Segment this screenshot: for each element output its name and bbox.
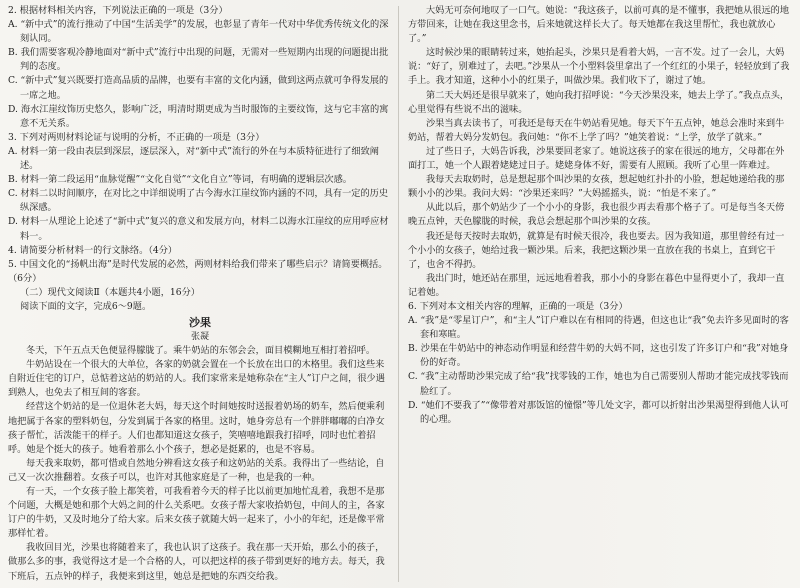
reading-instruction: 阅读下面的文字，完成6～9题。 xyxy=(20,300,152,312)
story-paragraph: 牛奶站设在一个很大的大单位，各家的奶就会置在一个长放在出口的木格里。我们这些来自附近住宅的订户，总惦着这站的奶站的人。我们家常来是她称杂在“主人”订户之间，很少遇到熟人，也免去了相互间的客套。 xyxy=(8,359,385,399)
question-4: 4. 请简要分析材料一的行文脉络。（4分） xyxy=(8,244,178,256)
story-paragraph: 有一天，一个女孩子脸上都笑着，可我看着今天的样子比以前更加地忙乱着，我想不是那个问题，大概是她和那个大妈之间的什么关系吧。女孩子帮大家收拾奶包，中间人的主，各家订户的牛奶，又及时地分了给大家。后来女孩子就随大妈一起来了，小小的年纪，还是像平常那样忙着。 xyxy=(8,486,385,540)
story-title: 沙果 xyxy=(189,316,211,330)
story-author: 张凝 xyxy=(190,332,209,343)
q2-option-d: D. 海水江崖纹饰历史悠久，影响广泛，明清时期更成为当时服饰的主要纹饰，这与它丰富的寓意不无关系。 xyxy=(8,103,389,129)
question-2: 2. 根据材料相关内容，下列说法正确的一项是（3分） xyxy=(8,5,228,16)
left-column xyxy=(8,4,392,584)
story-paragraph: 我还是每天按时去取奶，就算是有时候天很冷，我也要去。因为我知道，那里曾经有过一个小小的女孩子，她给过我一颗沙果。后来，我把这颗沙果一直放在我的书桌上，直到它干了，也舍不得扔。 xyxy=(408,230,785,270)
story-paragraph: 大妈无可奈何地叹了一口气。她说：“我这孩子，以前可真的是不懂事，我把她从很远的地方带回来，让她在我这里念书，后来她就这样长大了。每天她都在我这里帮忙，我也就放心了。” xyxy=(408,5,790,45)
q3-option-c: C. 材料二以时间顺序，在对比之中详细说明了古今海水江崖纹饰内涵的不同，具有一定的历史纵深感。 xyxy=(8,188,389,214)
story-paragraph: 沙果当真去读书了，可我还是每天在牛奶站看见她。每天下午五点钟，她总会准时来到牛奶站，帮着大妈分发奶包。我问她：“你不上学了吗？”她笑着说：“上学，放学了就来。” xyxy=(408,117,785,143)
column-divider xyxy=(398,6,399,582)
story-paragraph: 我出门时，她还站在那里，远远地看着我，那小小的身影在暮色中显得更小了，我却一直记着她。 xyxy=(408,272,785,298)
q2-option-a: A. “新中式”的流行推动了中国“生活美学”的发展，也彰显了青年一代对中华优秀传统文化的深刻认同。 xyxy=(8,19,389,45)
q6-option-d: D. “她们不要我了”“像带着对那饭馆的憧憬”等几处文字，都可以折射出沙果渴望得到他人认可的心理。 xyxy=(408,399,789,425)
q6-option-a: A. “我”是“零星订户”，和“主人”订户难以在有相同的待遇，但这也让“我”免去许多见面时的客套和寒暄。 xyxy=(408,315,789,341)
story-paragraph: 从此以后，那个奶站少了一个小小的身影，我也很少再去看那个格子了。可是每当冬天傍晚五点钟，天色朦胧的时候，我总会想起那个叫沙果的女孩。 xyxy=(408,202,785,228)
question-5: 5. 中国文化的“扬帆出海”是时代发展的必然，两则材料给我们带来了哪些启示？请简要概括。（6分） xyxy=(8,258,388,284)
question-6: 6. 下列对本文相关内容的理解，正确的一项是（3分） xyxy=(408,300,628,312)
right-column xyxy=(408,4,792,584)
story-paragraph: 我收回目光，沙果也将随着来了，我也认识了这孩子。我在那一天开始，那么小的孩子，做那么多的事，我觉得这才是一个合格的人，可以把这样的孩子带到更好的地方去。每天，我下班后，五点钟的样子，我便来到这里，她总是把她的东西交给我。 xyxy=(8,542,385,582)
q3-option-d: D. 材料一从理论上论述了“新中式”复兴的意义和发展方向，材料二以海水江崖纹的应用呼应材料一。 xyxy=(8,216,389,242)
q3-option-b: B. 材料一第二段运用“血脉觉醒”“文化自觉”“文化自立”等词，有明确的逻辑层次感。 xyxy=(8,174,352,186)
story-paragraph: 经营这个奶站的是一位退休老大妈，每天这个时间她按时送报着奶场的奶车，然后便乘利地把属于各家的塑料奶包，分发到属于各家的格里。这时，她身旁总有一个胖胖嘟嘟的白净女孩子帮忙，活泼能干的样子。人们也都知道这女孩子，笑嘻嘻地跟我打招呼，同时也忙着招呼。她是个挺大的孩子。她看着那么小个孩子，想必是挺累的，也是不容易。 xyxy=(8,401,385,455)
q3-option-a: A. 材料一第一段由表层到深层，逐层深入，对“新中式”流行的外在与本质特征进行了细致阐述。 xyxy=(8,145,379,172)
q6-option-b: B. 沙果在牛奶站中的神态动作明显和经营牛奶的大妈不同，这也引发了许多订户和“我”对她身份的好奇。 xyxy=(408,343,789,369)
story-paragraph: 冬天，下午五点天色便显得朦胧了。乘牛奶站的东邻会会，面目模糊地互相打着招呼。 xyxy=(26,345,376,357)
story-paragraph: 我每天去取奶时，总是想起那个叫沙果的女孩，想起她红扑扑的小脸，想起她递给我的那颗小小的沙果。我问大妈：“沙果还来吗？”大妈摇摇头，说：“怕是不来了。” xyxy=(408,174,785,200)
question-3: 3. 下列对两则材料论证与说明的分析，不正确的一项是（3分） xyxy=(8,131,265,143)
story-paragraph: 这时候沙果的眼睛转过来，她抬起头，沙果只是看着大妈，一言不发。过了一会儿，大妈说：“好了，别难过了，去吧。”沙果从一个小塑料袋里拿出了一个红红的小果子，轻轻放到了我手上。我才知道，这种小小的红果子，叫做沙果。我们收下了，谢过了她。 xyxy=(408,47,790,87)
section-heading: （二）现代文阅读Ⅱ（本题共4小题，16分） xyxy=(20,286,200,298)
story-paragraph: 过了些日子，大妈告诉我，沙果要回老家了。她说这孩子的家在很远的地方，父母都在外面打工，她一个人跟着姥姥过日子。姥姥身体不好，需要有人照顾。我听了心里一阵难过。 xyxy=(408,145,785,172)
q2-option-c: C. “新中式”复兴既要打造高品质的品牌，也要有丰富的文化内涵，做到这两点就可争得发展的一席之地。 xyxy=(8,75,389,101)
story-paragraph: 每天我来取奶，都可惜或自然地分辨看这女孩子和这奶站的关系。我得出了一些结论，自己又一次次推翻着。女孩子可以，也许对其他家庭是了一种，也是我的一种。 xyxy=(8,457,385,483)
story-paragraph: 第二天大妈还是很早就来了，她向我打招呼说：“今天沙果没来，她去上学了。”我点点头，心里觉得有些说不出的滋味。 xyxy=(408,89,790,115)
q2-option-b: B. 我们需要客观冷静地面对“新中式”流行中出现的问题，无需对一些短期内出现的问题提出批判的态度。 xyxy=(8,47,389,73)
q6-option-c: C. “我”主动帮助沙果完成了给“我”找零钱的工作，她也为自己需要别人帮助才能完成找零钱而脸红了。 xyxy=(408,371,789,397)
